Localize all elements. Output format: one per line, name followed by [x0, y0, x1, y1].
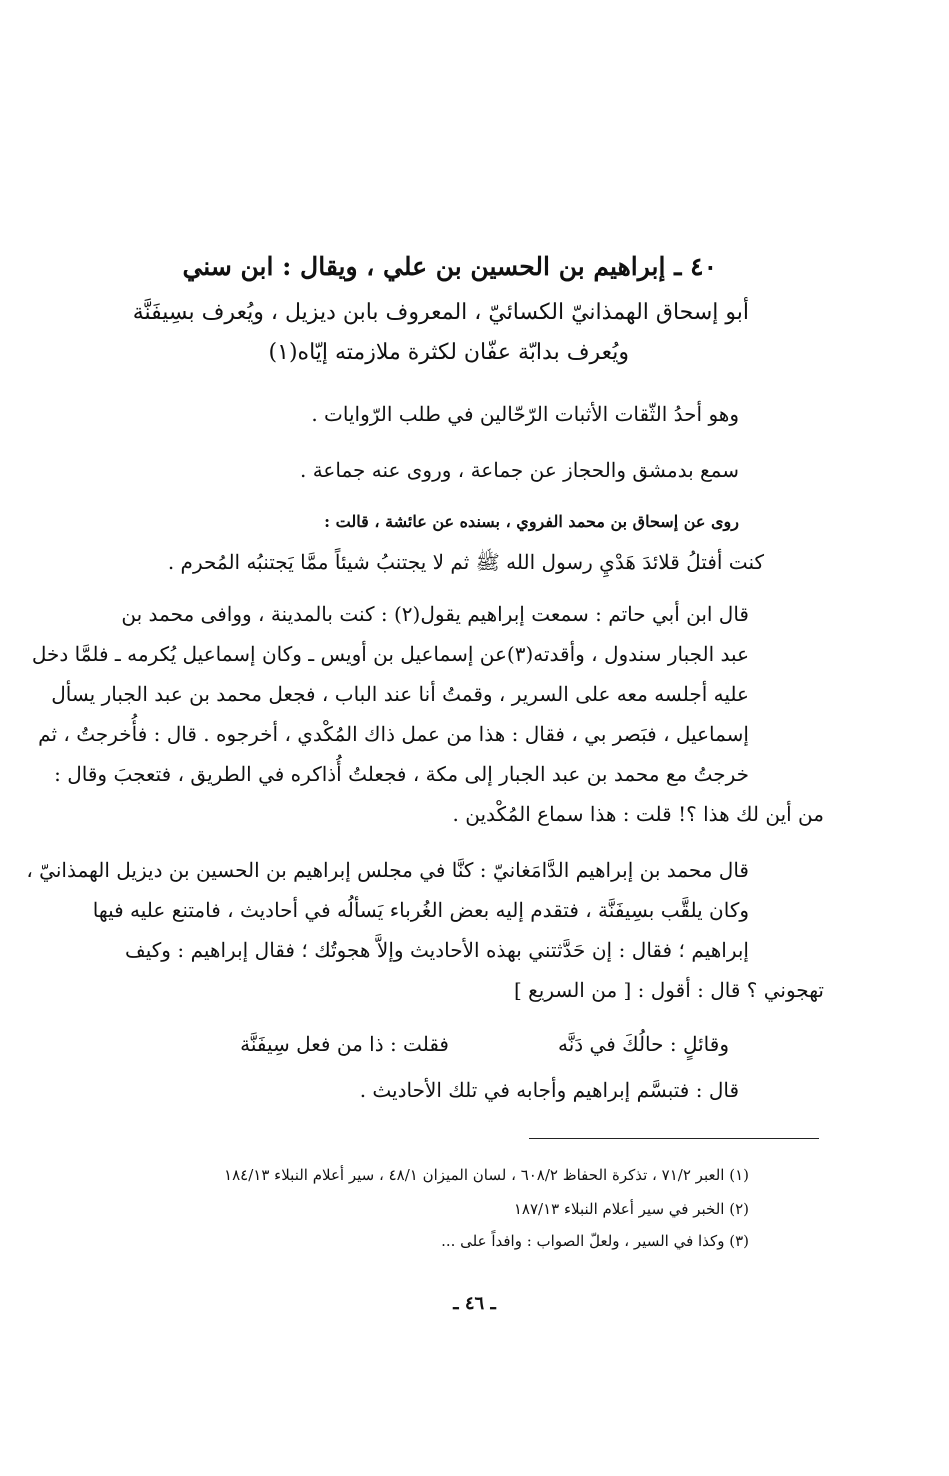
- paragraph-abi-hatim-line-2: عبد الجبار سندول ، وأقدته(٣)عن إسماعيل بن أويس ـ وكان إسماعيل يُكرمه ـ فلمَّا دخل: [31, 642, 749, 666]
- paragraph-narration-intro: روى عن إسحاق بن محمد الفروي ، بسنده عن عائشة ، قالت :: [324, 512, 739, 531]
- verse-second-hemistich: فقلت : ذا من فعل سِيفَنَّة: [240, 1032, 449, 1056]
- paragraph-hadith: كنت أفتلُ قلائدَ هَدْيِ رسول الله ﷺ ثم لا يجتنبُ شيئاً ممَّا يَجتنبُه المُحرم .: [167, 550, 764, 574]
- paragraph-closing: قال : فتبسَّم إبراهيم وأجابه في تلك الأحاديث .: [359, 1078, 739, 1102]
- entry-subtitle-line-1: أبو إسحاق الهمذانيّ الكسائيّ ، المعروف بابن ديزيل ، ويُعرف بسِيفَنَّة: [132, 300, 749, 325]
- footnote-2: (٢) الخبر في سير أعلام النبلاء ١٨٧/١٣: [513, 1200, 749, 1218]
- paragraph-damghani-line-4: تهجوني ؟ قال : أقول : [ من السريع ]: [513, 978, 824, 1002]
- footnote-1: (١) العبر ٧١/٢ ، تذكرة الحفاظ ٦٠٨/٢ ، لسان الميزان ٤٨/١ ، سير أعلام النبلاء ١٨٤/١٣: [224, 1166, 749, 1184]
- paragraph-reliability: وهو أحدُ الثّقات الأثبات الرّحّالين في طلب الرّوايات .: [311, 402, 739, 426]
- page-number: ـ ٤٦ ـ: [453, 1293, 496, 1314]
- paragraph-abi-hatim-line-5: خرجتُ مع محمد بن عبد الجبار إلى مكة ، فجعلتُ أُذاكره في الطريق ، فتعجبَ وقال :: [54, 762, 749, 786]
- paragraph-damghani-line-1: قال محمد بن إبراهيم الدَّامَغانيّ : كنَّا في مجلس إبراهيم بن الحسين بن ديزيل الهمذانيّ ،: [26, 858, 749, 882]
- paragraph-abi-hatim-line-3: عليه أجلسه معه على السرير ، وقمتُ أنا عند الباب ، فجعل محمد بن عبد الجبار يسأل: [51, 682, 749, 706]
- entry-subtitle-line-2: ويُعرف بدابّة عفّان لكثرة ملازمته إيّاه(١): [268, 340, 629, 365]
- paragraph-damghani-line-2: وكان يلقَّب بسِيفَنَّة ، فتقدم إليه بعض الغُرباء يَسألُه في أحاديث ، فامتنع عليه فيها: [92, 898, 749, 922]
- paragraph-heard: سمع بدمشق والحجاز عن جماعة ، وروى عنه جماعة .: [299, 458, 739, 482]
- paragraph-damghani-line-3: إبراهيم ؛ فقال : إن حَدَّثتني بهذه الأحاديث وإلاَّ هجوتُك ؛ فقال إبراهيم : وكيف: [125, 938, 749, 962]
- paragraph-abi-hatim-line-1: قال ابن أبي حاتم : سمعت إبراهيم يقول(٢) : كنت بالمدينة ، ووافى محمد بن: [121, 602, 749, 626]
- verse-first-hemistich: وقائلٍ : حالُكَ في دَنَّه: [557, 1032, 729, 1056]
- paragraph-abi-hatim-line-6: من أين لك هذا ؟! قلت : هذا سماع المُكْدين .: [452, 802, 824, 826]
- footnote-divider: [529, 1138, 819, 1139]
- paragraph-abi-hatim-line-4: إسماعيل ، فبَصر بي ، فقال : هذا من عمل ذاك المُكْدي ، أخرجوه . قال : فأُخرجتُ ، ثم: [38, 722, 749, 746]
- footnote-3: (٣) وكذا في السير ، ولعلّ الصواب : وافداً على ...: [441, 1232, 749, 1250]
- entry-title: ٤٠ ـ إبراهيم بن الحسين بن علي ، ويقال : ابن سني: [182, 252, 717, 281]
